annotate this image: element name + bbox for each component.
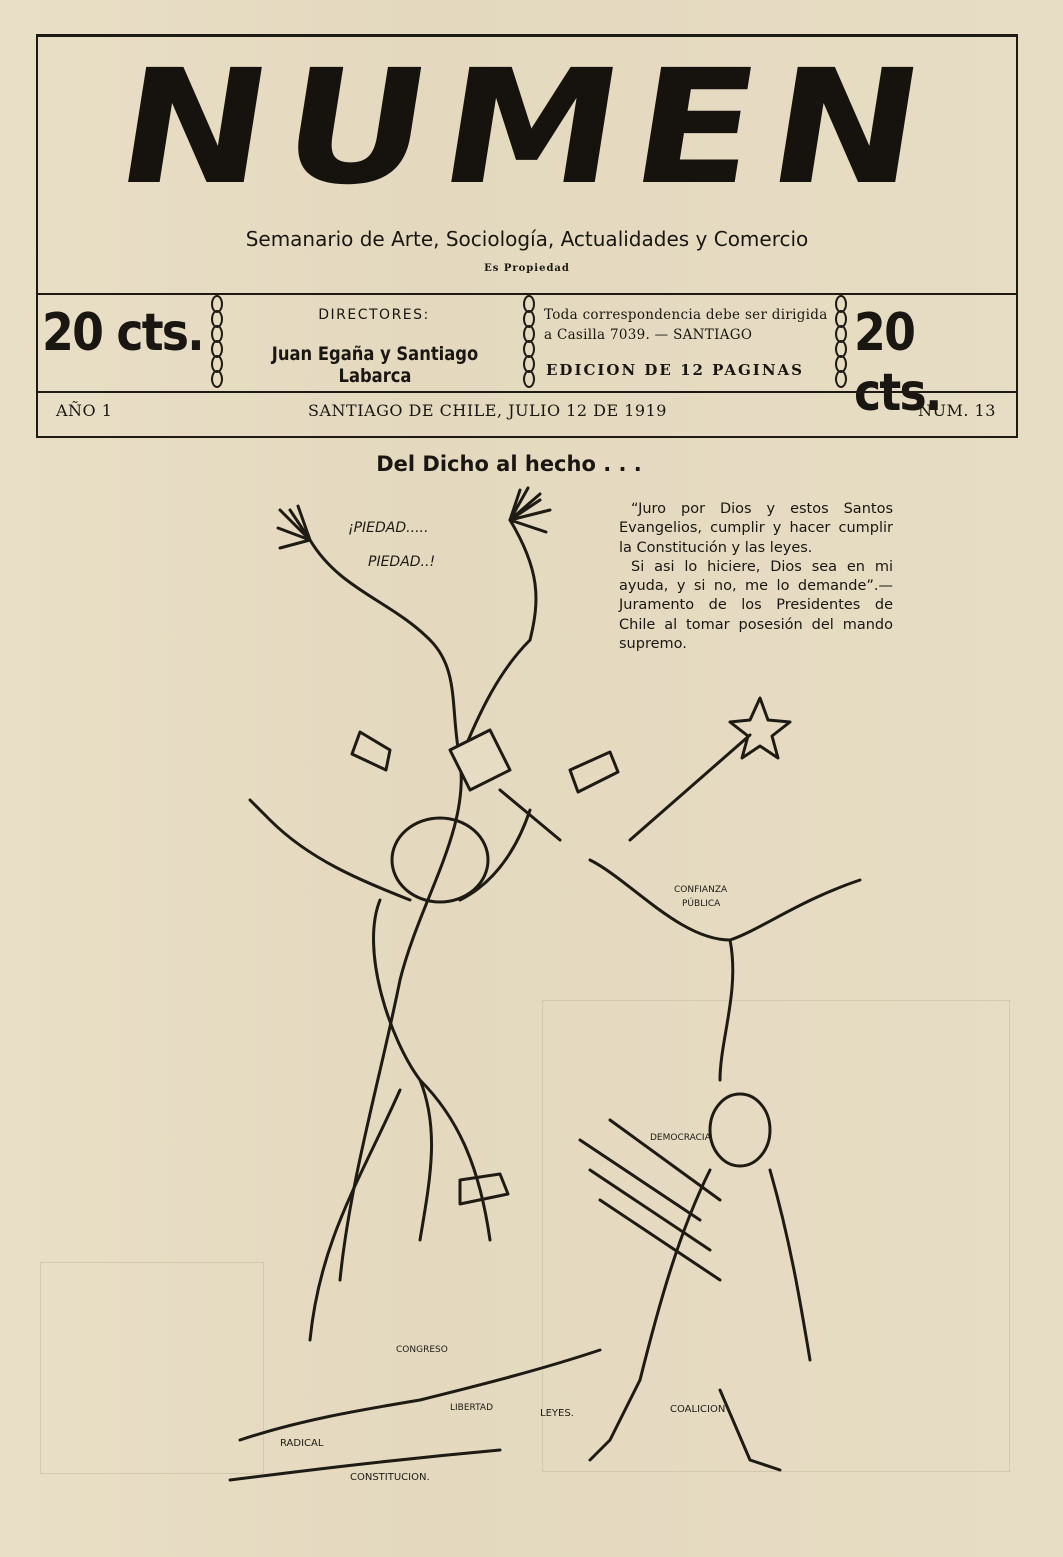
star-shape <box>730 698 790 758</box>
political-cartoon-illustration <box>160 480 900 1540</box>
chain-ornament-icon <box>520 295 538 389</box>
oath-quote-paragraph-1: “Juro por Dios y estos Santos Evangelios, cumplir y hacer cumplir la Constitución y las leyes. <box>619 501 893 556</box>
president-arm <box>460 810 530 900</box>
axe-handle <box>500 790 560 840</box>
issue-number: NUM. 13 <box>918 401 996 420</box>
president-body <box>374 900 432 1240</box>
label-confianza-2: PÚBLICA <box>682 899 721 909</box>
president-leg-back <box>310 1090 400 1340</box>
directors-names: Juan Egaña y Santiago Labarca <box>271 343 479 387</box>
president-boot <box>460 1174 508 1204</box>
chain-ornament-icon <box>208 295 226 389</box>
label-radical: RADICAL <box>280 1438 324 1449</box>
tree-stump-right <box>570 752 618 792</box>
correspondence-notice: Toda correspondencia debe ser dirigida a Casilla 7039. — SANTIAGO <box>544 307 828 343</box>
directors-label: DIRECTORES: <box>318 307 430 323</box>
label-piedad-2: PIEDAD..! <box>368 554 436 570</box>
label-confianza-1: CONFIANZA <box>674 885 728 895</box>
second-figure-legs <box>590 1380 780 1470</box>
issue-date: SANTIAGO DE CHILE, JULIO 12 DE 1919 <box>308 401 667 420</box>
newspaper-subtitle: Semanario de Arte, Sociología, Actualidades y Comercio <box>245 227 809 251</box>
oath-quote-paragraph-2: Si asi lo hiciere, Dios sea en mi ayuda, y si no, me lo demande”.—Juramento de los Presidentes de Chile al tomar posesión del mando supremo. <box>619 558 893 653</box>
label-congreso: CONGRESO <box>396 1345 448 1355</box>
label-coalicion: COALICION <box>670 1404 726 1415</box>
masthead <box>36 34 1018 438</box>
label-leyes: LEYES. <box>540 1408 574 1419</box>
second-figure-head <box>710 1094 770 1166</box>
year-label: AÑO 1 <box>56 401 113 420</box>
cartoon-heading: Del Dicho al hecho . . . <box>376 452 642 476</box>
tree-roots <box>240 1350 600 1440</box>
edition-notice: EDICION DE 12 PAGINAS <box>546 361 805 379</box>
price-right: 20 cts. <box>854 303 941 423</box>
log-bundle <box>580 1120 720 1280</box>
tree-hand-right <box>510 488 550 532</box>
label-constitucion: CONSTITUCION. <box>350 1472 430 1483</box>
second-figure-body <box>640 1170 810 1380</box>
tree-stump-left <box>352 732 390 770</box>
star-trail <box>630 735 750 840</box>
property-notice: Es Propiedad <box>484 263 570 274</box>
masthead-rule-bottom <box>36 391 1018 393</box>
tree-branch-left-lower <box>250 800 410 900</box>
newspaper-title: NUMEN <box>105 36 951 220</box>
label-libertad: LIBERTAD <box>450 1403 494 1413</box>
label-democracia: DEMOCRACIA <box>650 1133 711 1143</box>
chain-ornament-icon <box>832 295 850 389</box>
axe-blade <box>450 730 510 790</box>
president-head <box>392 818 488 902</box>
price-left: 20 cts. <box>42 303 203 363</box>
label-piedad-1: ¡PIEDAD..... <box>348 520 429 536</box>
